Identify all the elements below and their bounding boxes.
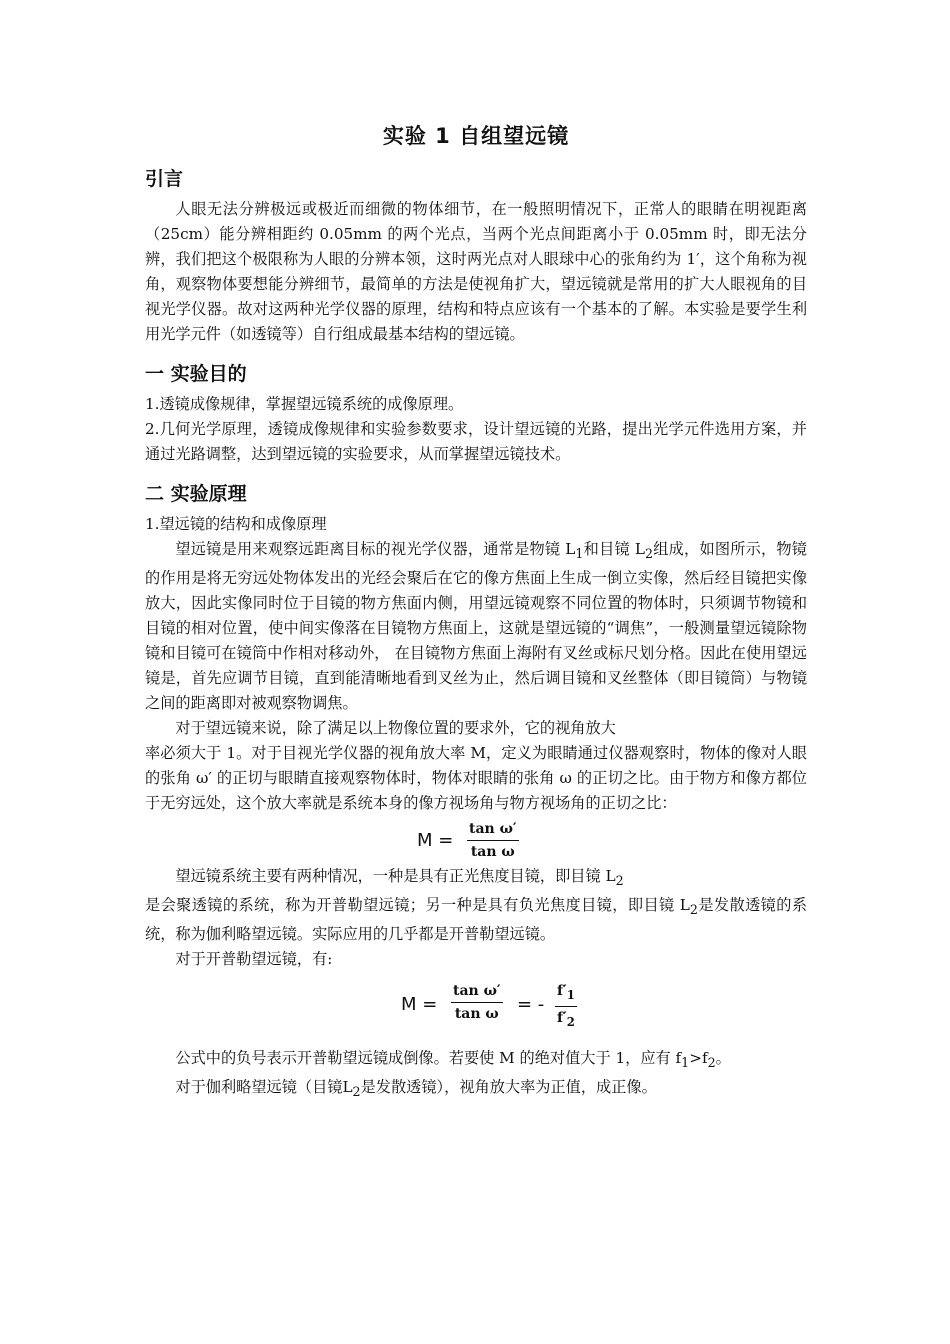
principle-paragraph-4: 对于开普勒望远镜，有: xyxy=(175,950,333,969)
kepler-denominator-tan: tan ω xyxy=(454,1006,499,1023)
kepler-numerator-tan: tan ω′ xyxy=(451,982,503,1003)
principle-heading: 二 实验原理 xyxy=(145,483,247,505)
principle-paragraph-3: 望远镜系统主要有两种情况，一种是具有正光焦度目镜，即目镜 $L_2$ 是会聚透镜的系统，称为开普勒望远镜；另一种是具有负光焦度目镜，即目镜 $L_2$是发散透镜的系统，称为伽利略望远镜。实际应用的几乎都是开普勒望远镜。 xyxy=(145,867,808,944)
kepler-numerator-f1: $f'_1$ xyxy=(555,982,577,1007)
document-title: 实验 1 自组望远镜 xyxy=(382,124,570,148)
document-page xyxy=(145,120,807,1104)
purpose-heading: 一 实验目的 xyxy=(145,363,247,385)
magnification-formula xyxy=(145,820,807,860)
formula-denominator: tan ω xyxy=(470,844,515,861)
principle-paragraph-2a: 对于望远镜来说，除了满足以上物像位置的要求外，它的视角放大 xyxy=(175,719,616,738)
principle-paragraph-2b: 率必须大于 1。对于目视光学仪器的视角放大率 M，定义为眼睛通过仪器观察时，物体的像对人眼的张角 ω′ 的正切与眼睛直接观察物体时，物体对眼睛的张角 ω 的正切之比。由于物方和像方都位于无穷远处，这个放大率就是系统本身的像方视场角与物方视场角的正切之比： xyxy=(145,744,807,813)
principle-paragraph-1: 望远镜是用来观察远距离目标的视光学仪器，通常是物镜 $L_1$和目镜 $L_2$组成，如图所示，物镜的作用是将无穷远处物体发出的光经会聚后在它的像方焦面上生成一倒立实像，然后经目镜把实像放大，因此实像同时位于目镜的物方焦面内侧，用望远镜观察不同位置的物体时，只须调节物镜和目镜的相对位置，使中间实像落在目镜物方焦面上，这就是望远镜的“调焦”，一般测量望远镜除物镜和目镜可在镜筒中作相对移动外， 在目镜物方焦面上海附有叉丝或标尺划分格。因此在使用望远镜是，首先应调节目镜，直到能清晰地看到叉丝为止，然后调目镜和叉丝整体（即目镜筒）与物镜之间的距离即对被观察物调焦。 xyxy=(145,540,807,713)
formula-fraction xyxy=(467,820,519,861)
kepler-fraction-tan xyxy=(451,982,503,1023)
intro-heading: 引言 xyxy=(145,168,184,190)
kepler-operator: = - xyxy=(517,994,545,1016)
kepler-fraction-focal xyxy=(555,982,577,1031)
kepler-denominator-f2: $f'_2$ xyxy=(557,1009,575,1029)
formula-numerator: tan ω′ xyxy=(467,820,519,841)
principle-paragraph-6: 对于伽利略望远镜（目镜$L_2$是发散透镜），视角放大率为正值，成正像。 xyxy=(175,1078,657,1100)
formula-lhs: M = xyxy=(417,830,454,852)
principle-subheading: 1.望远镜的结构和成像原理 xyxy=(145,515,327,533)
intro-paragraph: 人眼无法分辨极远或极近而细微的物体细节，在一般照明情况下，正常人的眼睛在明视距离（25cm）能分辨相距约 0.05mm 的两个光点，当两个光点间距离小于 0.05mm 时，即无法分辨，我们把这个极限称为人眼的分辨本领，这时两光点对人眼球中心的张角约为 1′，这个角称为视角，观察物体要想能分辨细节，最简单的方法是使视角扩大，望远镜就是常用的扩大人眼视角的目视光学仪器。故对这两种光学仪器的原理，结构和特点应该有一个基本的了解。本实验是要学生利用光学元件（如透镜等）自行组成最基本结构的望远镜。 xyxy=(145,200,807,343)
kepler-formula xyxy=(145,974,807,1040)
purpose-item-1: 1.透镜成像规律，掌握望远镜系统的成像原理。 xyxy=(145,395,464,413)
purpose-item-2: 2.几何光学原理，透镜成像规律和实验参数要求，设计望远镜的光路，提出光学元件选用方案，并通过光路调整，达到望远镜的实验要求，从而掌握望远镜技术。 xyxy=(145,420,807,463)
principle-paragraph-5: 公式中的负号表示开普勒望远镜成倒像。若要使 M 的绝对值大于 1，应有 $f_1>f_2$。 xyxy=(175,1049,731,1071)
kepler-formula-lhs: M = xyxy=(401,994,438,1016)
